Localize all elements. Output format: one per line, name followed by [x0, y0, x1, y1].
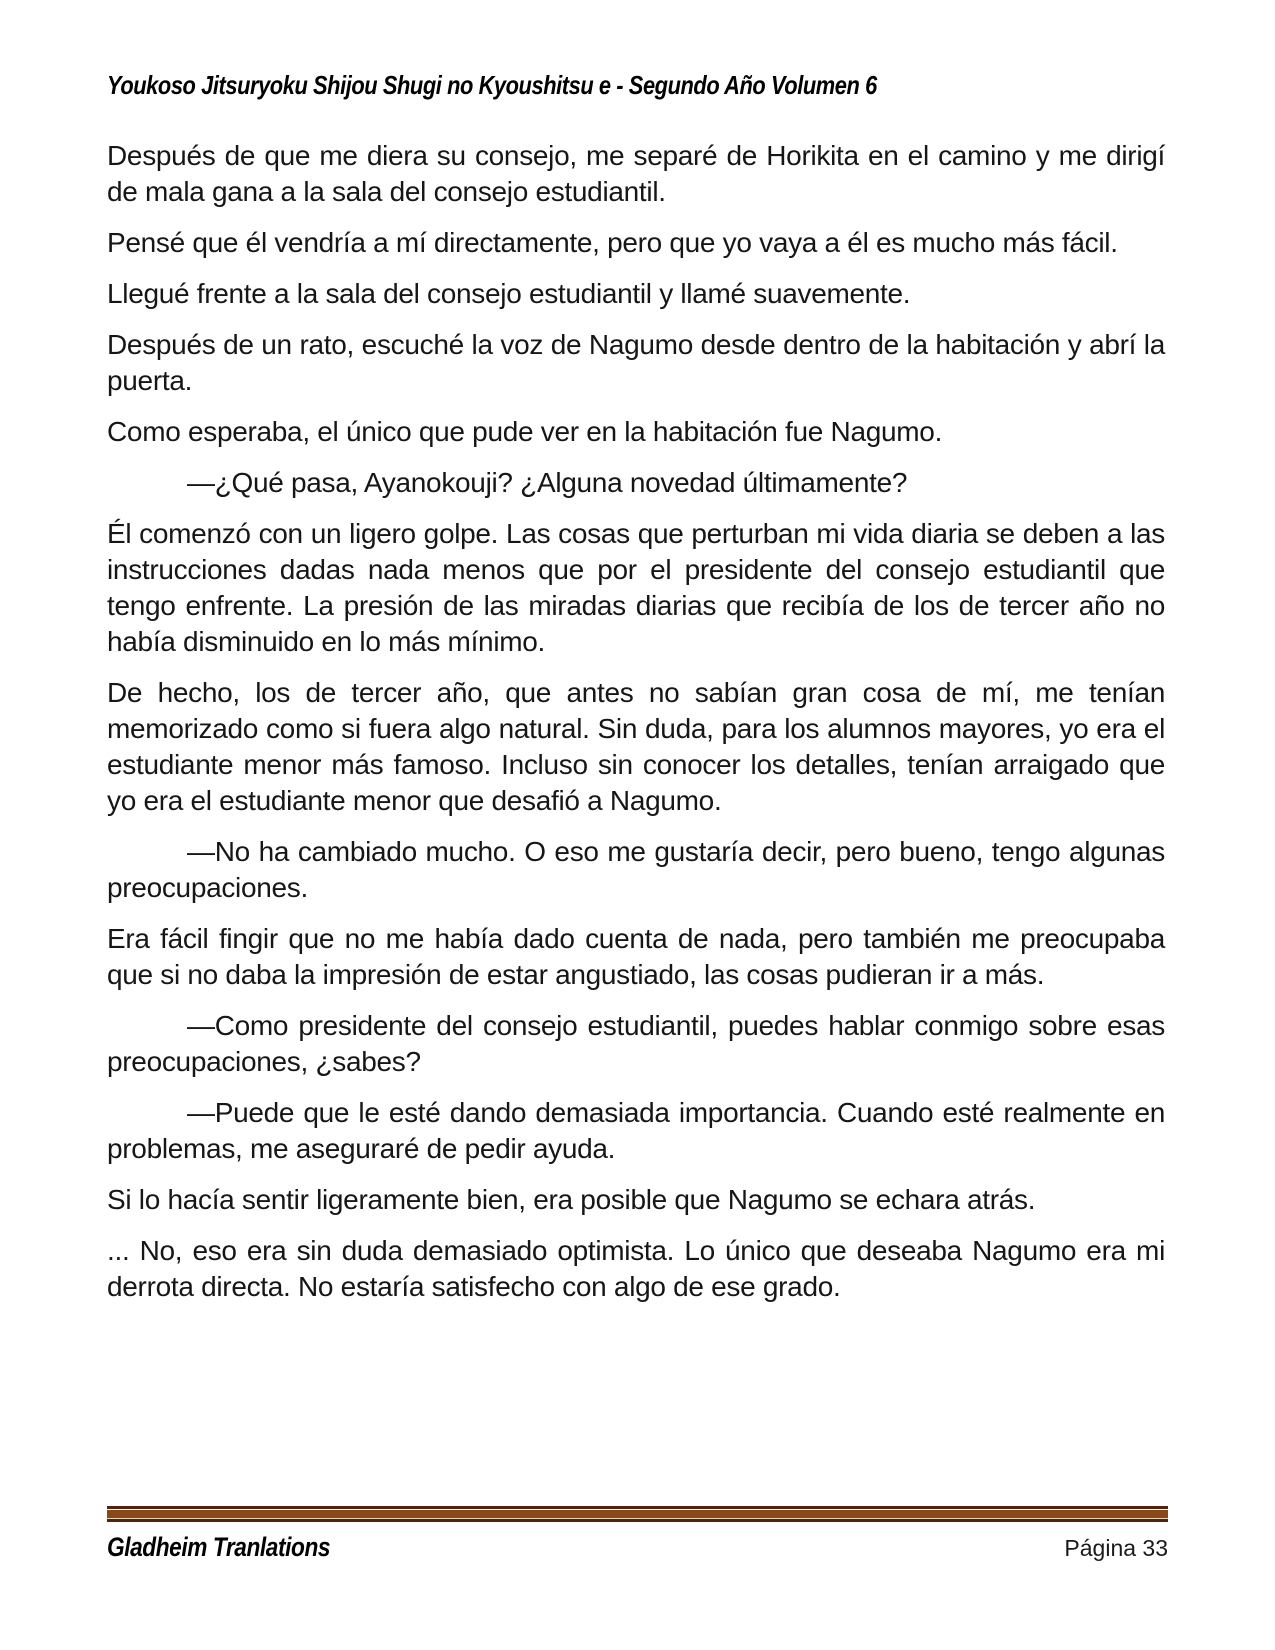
paragraph: De hecho, los de tercer año, que antes no sabían gran cosa de mí, me tenían memorizado como si fuera algo natural. Sin duda, para los alumnos mayores, yo era el estudiante menor más famoso. Incluso sin conocer los detalles, tenían arraigado que yo era el estudiante menor que desafió a Nagumo. — [107, 677, 1165, 816]
page-number: Página 33 — [1064, 1535, 1168, 1561]
paragraph: Como esperaba, el único que pude ver en la habitación fue Nagumo. — [107, 416, 943, 447]
dialogue-paragraph: —No ha cambiado mucho. O eso me gustaría decir, pero bueno, tengo algunas preocupaciones. — [107, 836, 1165, 903]
document-title: Youkoso Jitsuryoku Shijou Shugi no Kyoushitsu e - Segundo Año Volumen 6 — [107, 70, 877, 100]
rule-main-band — [107, 1510, 1168, 1518]
translator-credit — [107, 1532, 373, 1563]
footer-divider-rule — [107, 1506, 1168, 1522]
paragraph: Después de que me diera su consejo, me separé de Horikita en el camino y me dirigí de mala gana a la sala del consejo estudiantil. — [107, 140, 1165, 207]
paragraph: Llegué frente a la sala del consejo estudiantil y llamé suavemente. — [107, 278, 911, 309]
paragraph: Si lo hacía sentir ligeramente bien, era posible que Nagumo se echara atrás. — [107, 1184, 1036, 1215]
paragraph: Era fácil fingir que no me había dado cuenta de nada, pero también me preocupaba que si no daba la impresión de estar angustiado, las cosas pudieran ir a más. — [107, 923, 1165, 990]
document-header — [107, 70, 1168, 101]
document-footer — [107, 1532, 1168, 1563]
paragraph: Pensé que él vendría a mí directamente, pero que yo vaya a él es mucho más fácil. — [107, 227, 1118, 258]
dialogue-paragraph: —¿Qué pasa, Ayanokouji? ¿Alguna novedad últimamente? — [187, 467, 908, 498]
paragraph: Después de un rato, escuché la voz de Nagumo desde dentro de la habitación y abrí la puerta. — [107, 329, 1165, 396]
paragraph: ... No, eso era sin duda demasiado optimista. Lo único que deseaba Nagumo era mi derrota directa. No estaría satisfecho con algo de ese grado. — [107, 1235, 1165, 1302]
dialogue-paragraph: —Puede que le esté dando demasiada importancia. Cuando esté realmente en problemas, me aseguraré de pedir ayuda. — [107, 1097, 1165, 1164]
paragraph: Él comenzó con un ligero golpe. Las cosas que perturban mi vida diaria se deben a las instrucciones dadas nada menos que por el presidente del consejo estudiantil que tengo enfrente. La presión de las miradas diarias que recibía de los de tercer año no había disminuido en lo más mínimo. — [107, 518, 1165, 657]
rule-dark-bottom-line — [107, 1519, 1168, 1522]
document-body — [107, 138, 1165, 1320]
dialogue-paragraph: —Como presidente del consejo estudiantil, puedes hablar conmigo sobre esas preocupaciones, ¿sabes? — [107, 1010, 1165, 1077]
translator-name: Gladheim Tranlations — [107, 1532, 331, 1562]
